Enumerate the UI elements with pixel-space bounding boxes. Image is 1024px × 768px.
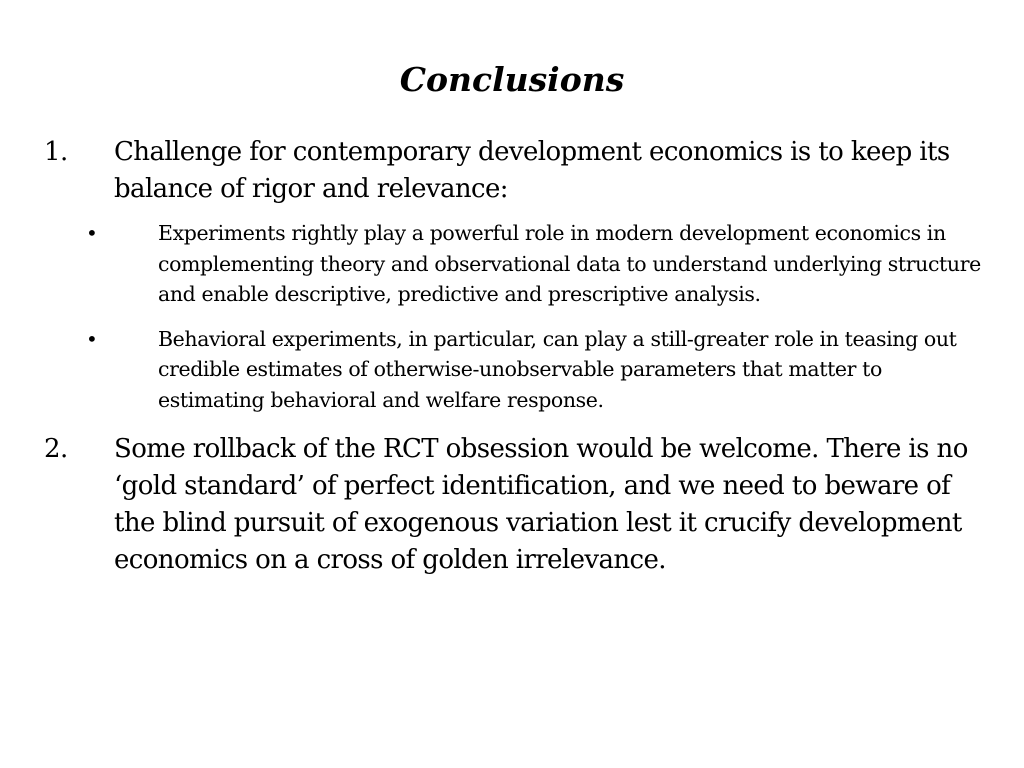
sub-list-item-text: Behavioral experiments, in particular, can play a still-greater role in teasing out credible estimates of otherwise-unobservable parameters that matter to estimating behavioral and welfare response.: [158, 326, 957, 412]
sub-list-item: [0, 324, 1024, 416]
conclusions-list: [0, 134, 1024, 579]
list-item-text: Challenge for contemporary development economics is to keep its balance of rigor and relevance:: [114, 137, 950, 204]
sub-list-item: [0, 218, 1024, 310]
list-item-text: Some rollback of the RCT obsession would be welcome. There is no ‘gold standard’ of perfect identification, and we need to beware of the blind pursuit of exogenous variation lest it crucify development economics on a cross of golden irrelevance.: [114, 434, 968, 575]
list-item: [0, 134, 1024, 208]
sub-list: [0, 218, 1024, 415]
sub-list-item-text: Experiments rightly play a powerful role in modern development economics in complementing theory and observational data to understand underlying structure and enable descriptive, predictive and prescriptive analysis.: [158, 221, 981, 306]
list-item-number: 2.: [44, 434, 68, 464]
bullet-icon: •: [86, 326, 98, 351]
list-item-number: 1.: [44, 137, 68, 167]
bullet-icon: •: [86, 221, 98, 245]
list-item: [0, 431, 1024, 579]
slide-title: Conclusions: [399, 60, 625, 99]
